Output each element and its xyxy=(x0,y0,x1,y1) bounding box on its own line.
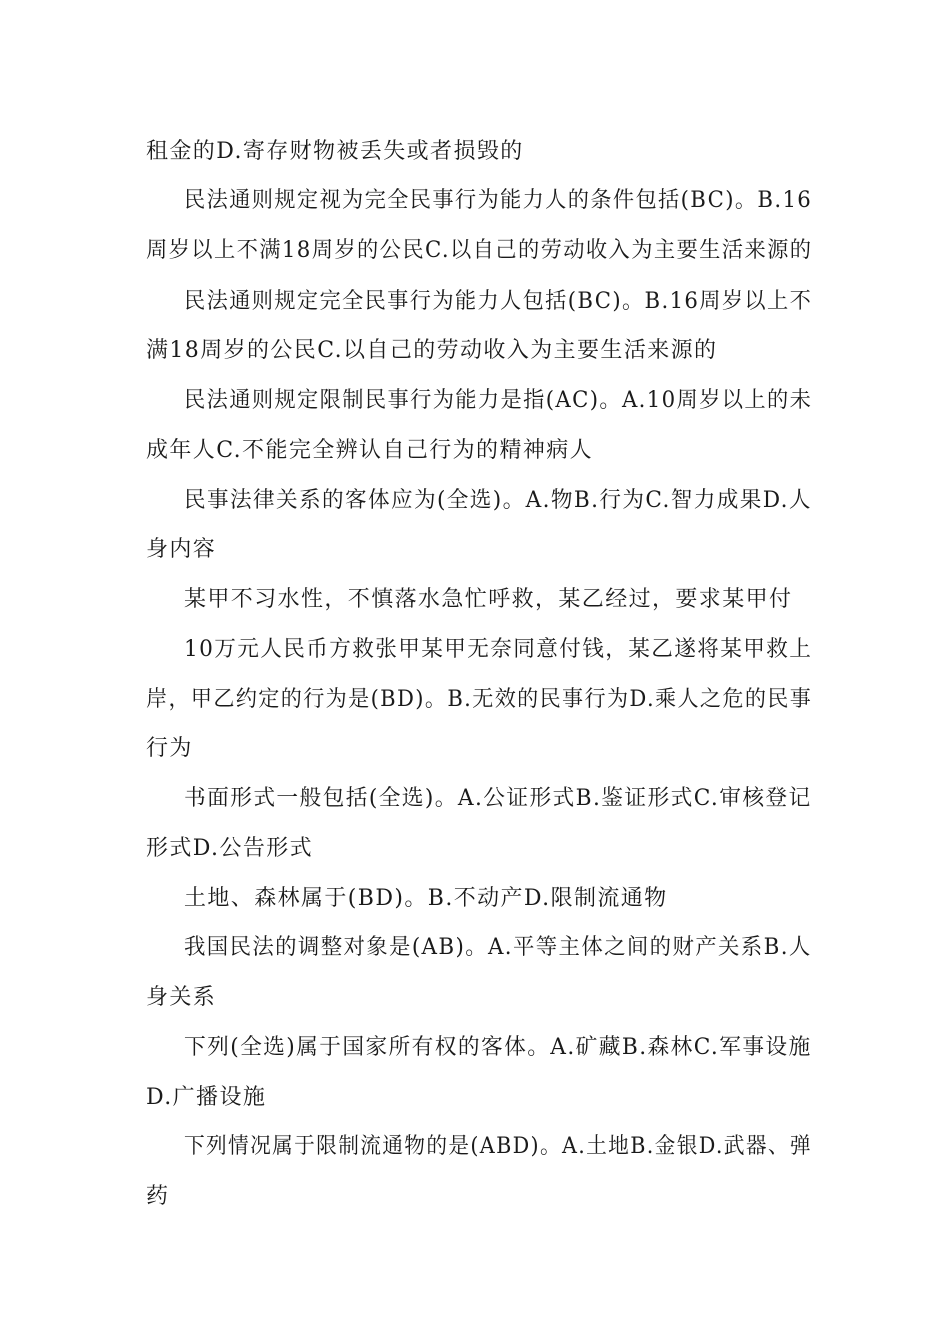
text-line: 10万元人民币方救张甲某甲无奈同意付钱，某乙遂将某甲救上 xyxy=(184,637,813,662)
text-line: 土地、森林属于(BD)。B.不动产D.限制流通物 xyxy=(184,886,668,911)
text-line: 租金的D.寄存财物被丢失或者损毁的 xyxy=(146,139,524,164)
text-line: 药 xyxy=(146,1184,170,1209)
text-line: 下列(全选)属于国家所有权的客体。A.矿藏B.森林C.军事设施 xyxy=(184,1035,812,1060)
text-line: 某甲不习水性，不慎落水急忙呼救，某乙经过，要求某甲付 xyxy=(184,587,793,612)
text-line: 我国民法的调整对象是(AB)。A.平等主体之间的财产关系B.人 xyxy=(184,935,812,960)
text-line: 行为 xyxy=(146,736,193,761)
text-line: 岸，甲乙约定的行为是(BD)。B.无效的民事行为D.乘人之危的民事 xyxy=(146,687,813,712)
text-line: 民法通则规定限制民事行为能力是指(AC)。A.10周岁以上的未 xyxy=(184,388,813,413)
text-line: D.广播设施 xyxy=(146,1085,267,1110)
text-line: 身关系 xyxy=(146,985,217,1010)
text-line: 周岁以上不满18周岁的公民C.以自己的劳动收入为主要生活来源的 xyxy=(146,238,813,263)
text-line: 成年人C.不能完全辨认自己行为的精神病人 xyxy=(146,438,594,463)
text-line: 书面形式一般包括(全选)。A.公证形式B.鉴证形式C.审核登记 xyxy=(184,786,812,811)
text-line: 民法通则规定视为完全民事行为能力人的条件包括(BC)。B.16 xyxy=(184,188,813,213)
text-line: 满18周岁的公民C.以自己的劳动收入为主要生活来源的 xyxy=(146,338,718,363)
text-line: 下列情况属于限制流通物的是(ABD)。A.土地B.金银D.武器、弹 xyxy=(184,1134,812,1159)
text-line: 民法通则规定完全民事行为能力人包括(BC)。B.16周岁以上不 xyxy=(184,289,813,314)
text-line: 身内容 xyxy=(146,537,217,562)
text-line: 民事法律关系的客体应为(全选)。A.物B.行为C.智力成果D.人 xyxy=(184,488,812,513)
text-line: 形式D.公告形式 xyxy=(146,836,314,861)
